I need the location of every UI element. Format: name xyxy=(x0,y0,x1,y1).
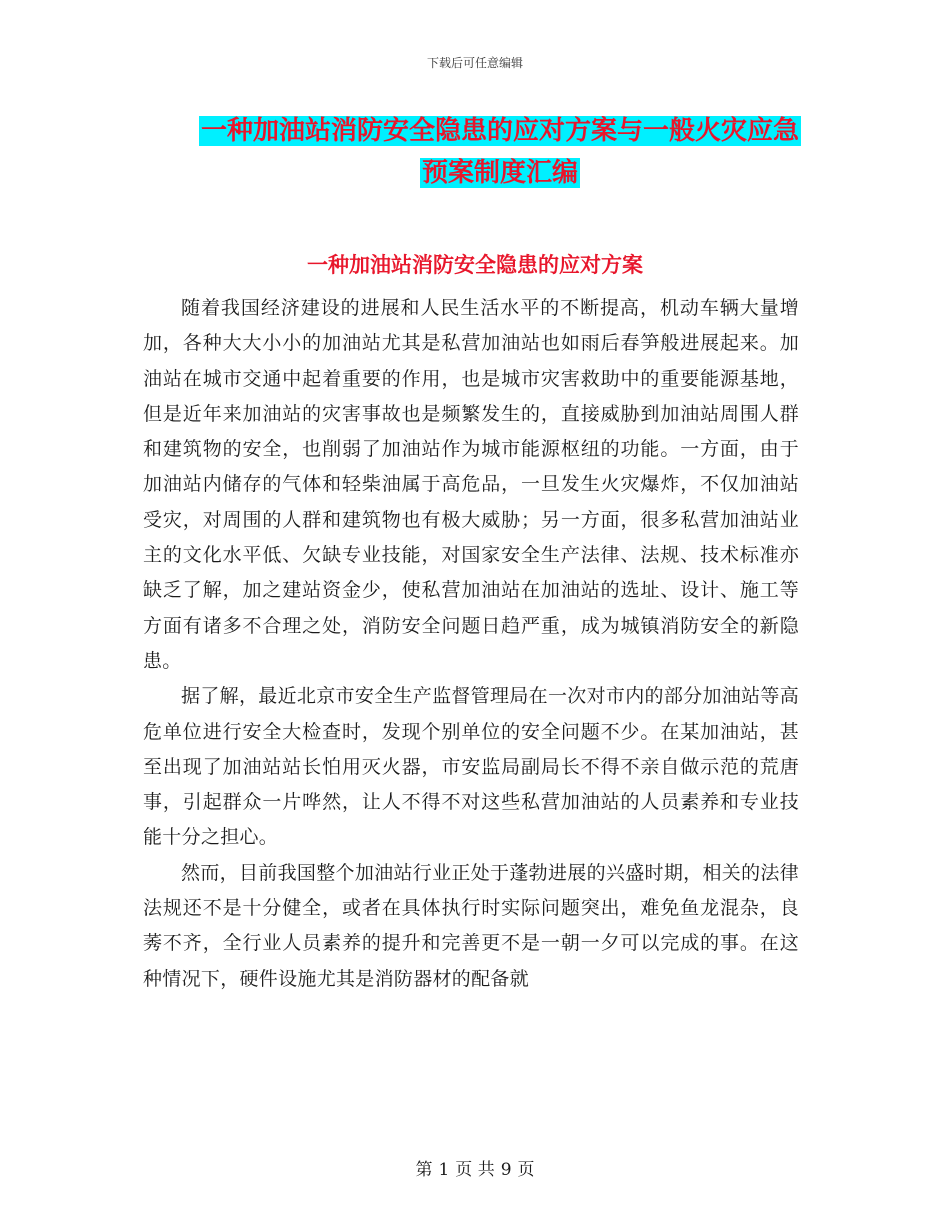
document-title-line-1: 一种加油站消防安全隐患的应对方案与一般火灾应急 xyxy=(200,116,799,146)
page-footer xyxy=(0,1155,950,1180)
footer-suffix: 页 xyxy=(517,1160,535,1180)
current-page-number: 1 xyxy=(438,1160,450,1180)
header-note: 下载后可任意编辑 xyxy=(426,56,523,70)
document-body xyxy=(143,291,799,997)
footer-middle: 页 共 xyxy=(455,1160,495,1180)
total-page-count: 9 xyxy=(500,1160,512,1180)
paragraph: 随着我国经济建设的进展和人民生活水平的不断提高，机动车辆大量增加，各种大大小小的加油站尤其是私营加油站也如雨后春笋般进展起来。加油站在城市交通中起着重要的作用，也是城市灾害救助中的重要能源基地，但是近年来加油站的灾害事故也是频繁发生的，直接威胁到加油站周围人群和建筑物的安全，也削弱了加油站作为城市能源枢纽的功能。一方面，由于加油站内储存的气体和轻柴油属于高危品，一旦发生火灾爆炸，不仅加油站受灾，对周围的人群和建筑物也有极大威胁；另一方面，很多私营加油站业主的文化水平低、欠缺专业技能，对国家安全生产法律、法规、技术标准亦缺乏了解，加之建站资金少，使私营加油站在加油站的选址、设计、施工等方面有诸多不合理之处，消防安全问题日趋严重，成为城镇消防安全的新隐患。 xyxy=(143,297,799,672)
document-title-line-2: 预案制度汇编 xyxy=(421,158,578,188)
document-title xyxy=(140,110,860,194)
paragraph: 然而，目前我国整个加油站行业正处于蓬勃进展的兴盛时期，相关的法律法规还不是十分健全，或者在具体执行时实际问题突出，难免鱼龙混杂，良莠不齐，全行业人员素养的提升和完善更不是一朝一夕可以完成的事。在这种情况下，硬件设施尤其是消防器材的配备就 xyxy=(143,861,799,990)
footer-prefix: 第 xyxy=(415,1160,433,1180)
paragraph: 据了解，最近北京市安全生产监督管理局在一次对市内的部分加油站等高危单位进行安全大检查时，发现个别单位的安全问题不少。在某加油站，甚至出现了加油站站长怕用灭火器，市安监局副局长不得不亲自做示范的荒唐事，引起群众一片哗然，让人不得不对这些私营加油站的人员素养和专业技能十分之担心。 xyxy=(143,685,799,849)
section-title: 一种加油站消防安全隐患的应对方案 xyxy=(307,253,643,277)
